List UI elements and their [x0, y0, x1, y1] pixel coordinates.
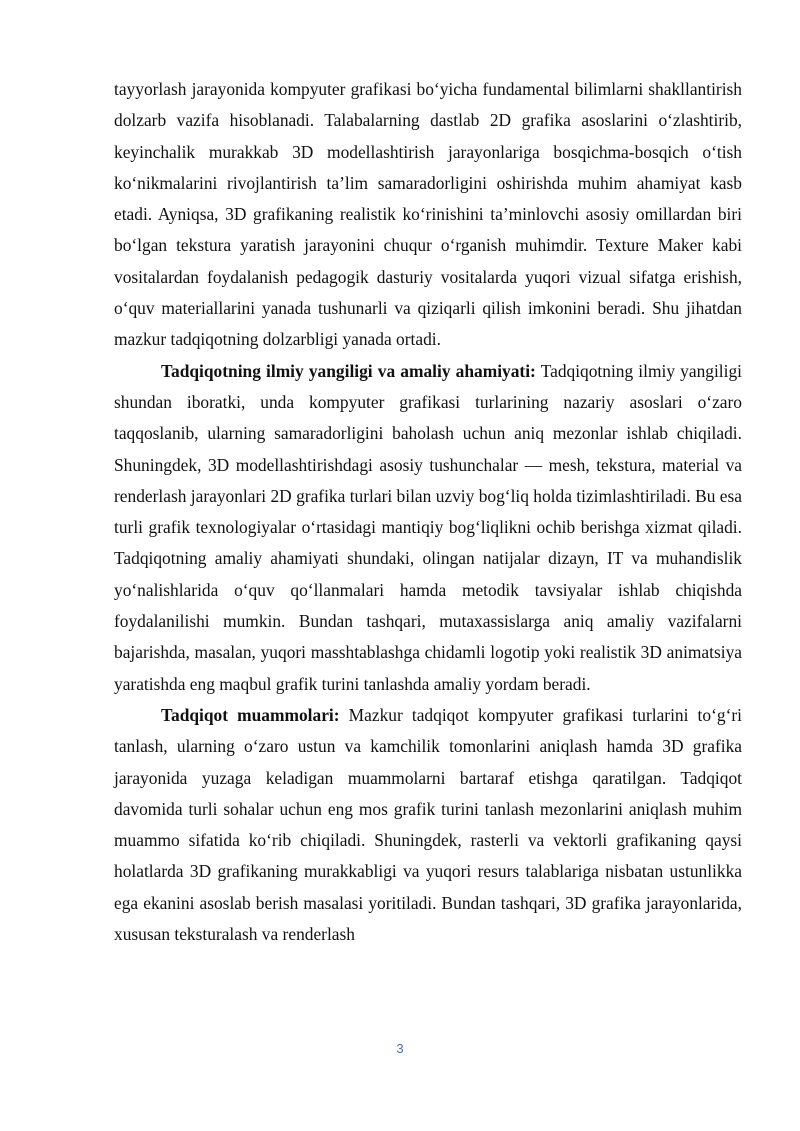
- paragraph-text: Tadqiqotning ilmiy yangiligi shundan iboratki, unda kompyuter grafikasi turlarining nazariy asoslari o‘zaro taqqoslanib, ularning samaradorligini baholash uchun aniq mezonlar ishlab chiqiladi. Shuningdek, 3D modellashtirishdagi asosiy tushunchalar — mesh, tekstura, material va renderlash jarayonlari 2D grafika turlari bilan uzviy bog‘liq holda tizimlashtiriladi. Bu esa turli grafik texnologiyalar o‘rtasidagi mantiqiy bog‘liqlikni ochib berishga xizmat qiladi. Tadqiqotning amaliy ahamiyati shundaki, olingan natijalar dizayn, IT va muhandislik yo‘nalishlarida o‘quv qo‘llanmalari hamda metodik tavsiyalar ishlab chiqishda foydalanilishi mumkin. Bundan tashqari, mutaxassislarga aniq amaliy vazifalarni bajarishda, masalan, yuqori masshtablashga chidamli logotip yoki realistik 3D animatsiya yaratishda eng maqbul grafik turini tanlashda amaliy yordam beradi.: [114, 360, 742, 694]
- paragraph-text: tayyorlash jarayonida kompyuter grafikasi bo‘yicha fundamental bilimlarni shakllantirish dolzarb vazifa hisoblanadi. Talabalarning dastlab 2D grafika asoslarini o‘zlashtirib, keyinchalik murakkab 3D modellashtirish jarayonlariga bosqichma-bosqich o‘tish ko‘nikmalarini rivojlantirish ta’lim samaradorligini oshirishda muhim ahamiyat kasb etadi. Ayniqsa, 3D grafikaning realistik ko‘rinishini ta’minlovchi asosiy omillardan biri bo‘lgan tekstura yaratish jarayonini chuqur o‘rganish muhimdir. Texture Maker kabi vositalardan foydalanish pedagogik dasturiy vositalarda yuqori vizual sifatga erishish, o‘quv materiallarini yanada tushunarli va qiziqarli qilish imkonini beradi. Shu jihatdan mazkur tadqiqotning dolzarbligi yanada ortadi.: [114, 79, 742, 350]
- paragraph-heading: Tadqiqot muammolari:: [161, 704, 340, 725]
- page-number: 3: [396, 1041, 404, 1056]
- paragraph-relevance-continued: [114, 74, 742, 356]
- paragraph-research-problems: [114, 700, 742, 950]
- paragraph-scientific-novelty: [114, 356, 742, 700]
- document-page: [114, 74, 742, 950]
- paragraph-heading: Tadqiqotning ilmiy yangiligi va amaliy ahamiyati:: [161, 360, 536, 381]
- paragraph-text: Mazkur tadqiqot kompyuter grafikasi turlarini to‘g‘ri tanlash, ularning o‘zaro ustun va kamchilik tomonlarini aniqlash hamda 3D grafika jarayonida yuzaga keladigan muammolarni bartaraf etishga qaratilgan. Tadqiqot davomida turli sohalar uchun eng mos grafik turini tanlash mezonlarini aniqlash muhim muammo sifatida ko‘rib chiqiladi. Shuningdek, rasterli va vektorli grafikaning qaysi holatlarda 3D grafikaning murakkabligi va yuqori resurs talablariga nisbatan ustunlikka ega ekanini asoslab berish masalasi yoritiladi. Bundan tashqari, 3D grafika jarayonlarida, xususan teksturalash va renderlash: [114, 704, 742, 945]
